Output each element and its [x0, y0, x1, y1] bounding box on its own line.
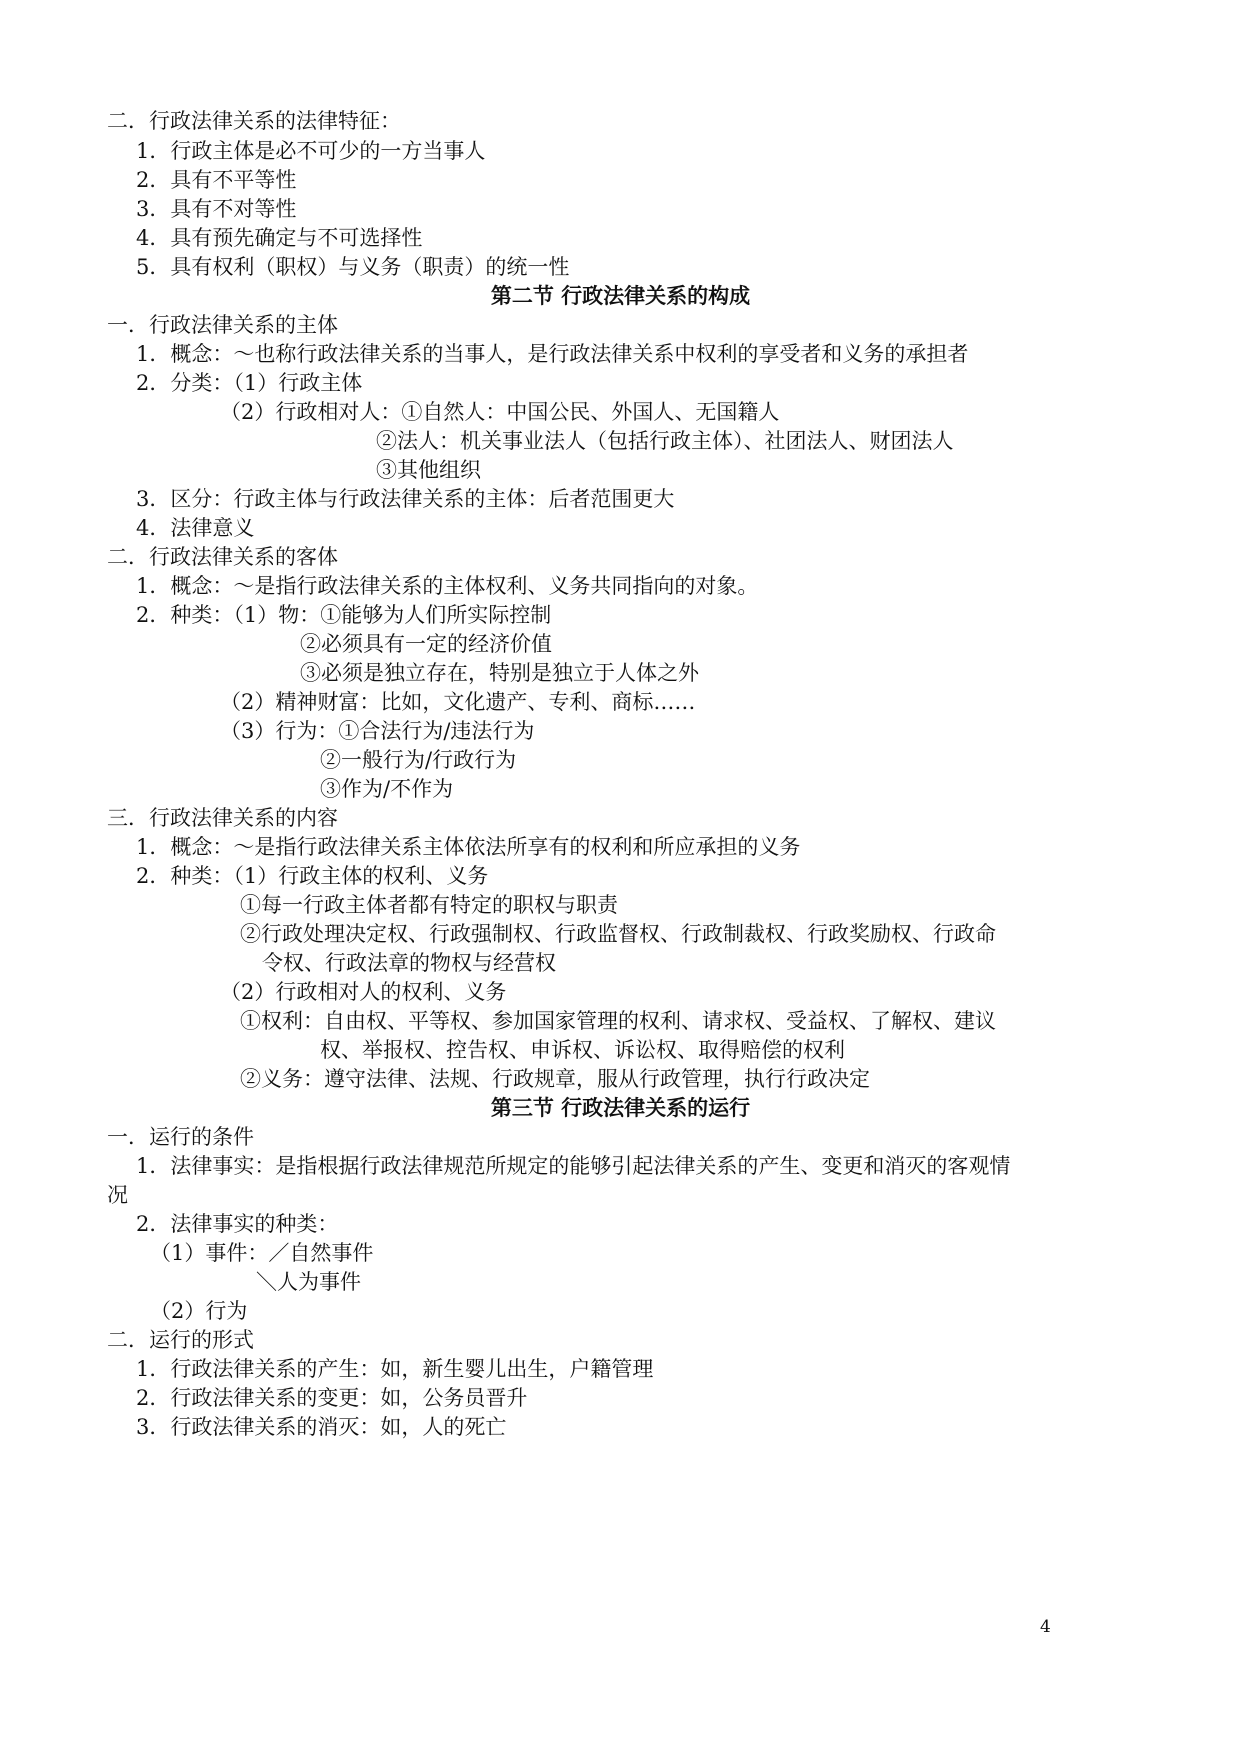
text-line: （2）行政相对人：①自然人：中国公民、外国人、无国籍人 — [220, 400, 780, 424]
text-line: （2）行政相对人的权利、义务 — [220, 980, 507, 1004]
text-line: 二．行政法律关系的客体 — [107, 545, 338, 569]
text-line: ②义务：遵守法律、法规、行政规章，服从行政管理，执行行政决定 — [240, 1067, 870, 1091]
section-heading: 第二节 行政法律关系的构成 — [490, 283, 751, 308]
text-line: 一．运行的条件 — [107, 1125, 254, 1149]
text-line: （2）行为 — [150, 1299, 248, 1323]
section-heading: 第三节 行政法律关系的运行 — [490, 1095, 751, 1120]
text-line: 1．概念：～是指行政法律关系的主体权利、义务共同指向的对象。 — [136, 574, 759, 598]
text-line: ②行政处理决定权、行政强制权、行政监督权、行政制裁权、行政奖励权、行政命 — [240, 922, 996, 946]
text-line: ③其他组织 — [376, 458, 481, 482]
text-line: 1．行政法律关系的产生：如，新生婴儿出生，户籍管理 — [136, 1357, 654, 1381]
text-line: 1．概念：～也称行政法律关系的当事人，是行政法律关系中权利的享受者和义务的承担者 — [136, 342, 969, 366]
text-line: 二．运行的形式 — [107, 1328, 254, 1352]
text-line: 1．法律事实：是指根据行政法律规范所规定的能够引起法律关系的产生、变更和消灭的客观情 — [136, 1154, 1011, 1178]
page-number: 4 — [1040, 1617, 1051, 1637]
text-line: 4．法律意义 — [136, 516, 255, 540]
text-line: ①每一行政主体者都有特定的职权与职责 — [240, 893, 618, 917]
text-line: 权、举报权、控告权、申诉权、诉讼权、取得赔偿的权利 — [320, 1038, 845, 1062]
text-line: 2．具有不平等性 — [136, 168, 297, 192]
text-line: 1．概念：～是指行政法律关系主体依法所享有的权利和所应承担的义务 — [136, 835, 801, 859]
text-line: 2．行政法律关系的变更：如，公务员晋升 — [136, 1386, 528, 1410]
text-line: ①权利：自由权、平等权、参加国家管理的权利、请求权、受益权、了解权、建议 — [240, 1009, 996, 1033]
text-line: 2．种类：（1）行政主体的权利、义务 — [136, 864, 489, 888]
text-line: ②一般行为/行政行为 — [320, 748, 517, 772]
text-line: （1）事件：／自然事件 — [150, 1241, 374, 1265]
text-line: 三．行政法律关系的内容 — [107, 806, 338, 830]
text-line: 4．具有预先确定与不可选择性 — [136, 226, 423, 250]
text-line: 1．行政主体是必不可少的一方当事人 — [136, 139, 486, 163]
text-line: 二．行政法律关系的法律特征： — [107, 109, 401, 133]
text-line: ③作为/不作为 — [320, 777, 454, 801]
text-line: 2．种类：（1）物：①能够为人们所实际控制 — [136, 603, 552, 627]
text-line: 2．分类：（1）行政主体 — [136, 371, 363, 395]
text-line: ③必须是独立存在，特别是独立于人体之外 — [300, 661, 699, 685]
text-line: （3）行为：①合法行为/违法行为 — [220, 719, 535, 743]
text-line: 令权、行政法章的物权与经营权 — [262, 951, 556, 975]
text-line: 况 — [107, 1183, 128, 1207]
text-line: ②法人：机关事业法人（包括行政主体）、社团法人、财团法人 — [376, 429, 954, 453]
text-line: 5．具有权利（职权）与义务（职责）的统一性 — [136, 255, 570, 279]
text-line: ②必须具有一定的经济价值 — [300, 632, 552, 656]
text-line: 3．行政法律关系的消灭：如，人的死亡 — [136, 1415, 507, 1439]
text-line: 一．行政法律关系的主体 — [107, 313, 338, 337]
text-line: 3．区分：行政主体与行政法律关系的主体：后者范围更大 — [136, 487, 675, 511]
text-line: ＼人为事件 — [256, 1270, 361, 1294]
text-line: 3．具有不对等性 — [136, 197, 297, 221]
text-line: 2．法律事实的种类： — [136, 1212, 339, 1236]
text-line: （2）精神财富：比如，文化遗产、专利、商标…… — [220, 690, 696, 714]
